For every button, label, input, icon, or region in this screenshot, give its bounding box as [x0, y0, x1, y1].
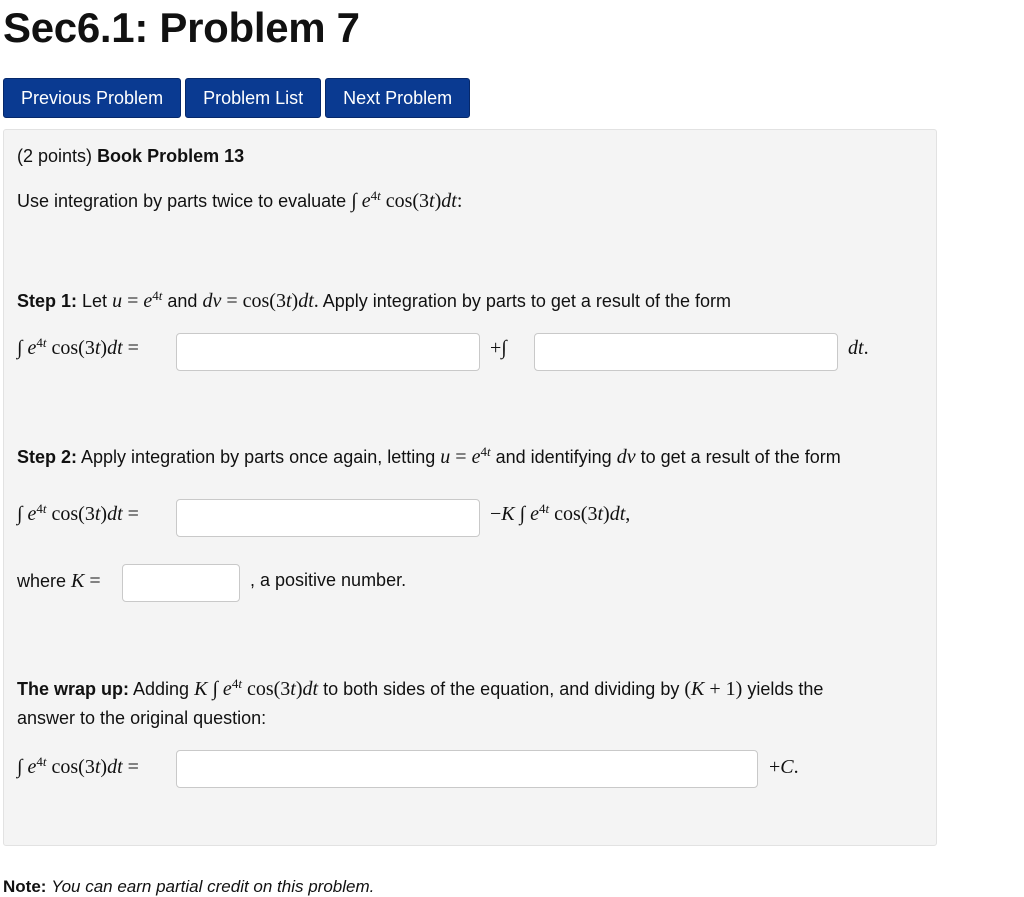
- step1-text: [17, 290, 731, 313]
- intro-integral: ∫ $e^{4t}$ cos(3t)dt:: [351, 188, 463, 212]
- note-text: You can earn partial credit on this problem.: [51, 877, 375, 896]
- wrap-yields: yields the: [747, 679, 824, 699]
- step2-text: [17, 446, 841, 469]
- wrap-adding: Adding: [133, 679, 190, 699]
- step1-second-answer-input[interactable]: [534, 333, 838, 371]
- step1-plus-integral: +∫: [490, 337, 507, 359]
- points-label: (2 points): [17, 146, 93, 166]
- k-label: where K =: [17, 570, 101, 592]
- wrap-up-label: The wrap up:: [17, 679, 129, 699]
- step1-first-answer-input[interactable]: [176, 333, 480, 371]
- wrap-divisor: (K + 1): [684, 678, 743, 700]
- page-title: Sec6.1: Problem 7: [3, 4, 360, 51]
- problem-heading: Book Problem 13: [97, 146, 245, 166]
- next-problem-button[interactable]: Next Problem: [325, 78, 470, 118]
- k-description: , a positive number.: [250, 570, 407, 590]
- wrap-up-line2: answer to the original question:: [17, 708, 267, 728]
- step2-u-def: $u = e^{4t}$: [440, 444, 491, 468]
- final-equation-lhs: ∫ $e^{4t}$ cos(3t)dt =: [17, 754, 139, 778]
- step2-and: and identifying: [495, 447, 612, 467]
- step1-label: Step 1:: [17, 291, 78, 311]
- step2-equation-lhs: ∫ $e^{4t}$ cos(3t)dt =: [17, 501, 139, 525]
- plus-c: +C.: [769, 756, 799, 778]
- problem-nav: [3, 78, 470, 118]
- step2-text-main: Apply integration by parts once again, letting: [81, 447, 436, 467]
- problem-header: [17, 146, 244, 167]
- problem-intro: [17, 190, 462, 213]
- step1-rest: Apply integration by parts to get a result of the form: [322, 291, 731, 311]
- problem-list-button[interactable]: Problem List: [185, 78, 321, 118]
- wrap-k-integral: K ∫ $e^{4t}$ cos(3t)dt: [194, 676, 319, 700]
- final-answer-input[interactable]: [176, 750, 758, 788]
- step2-label: Step 2:: [17, 447, 78, 467]
- problem-panel: [3, 129, 937, 846]
- step2-minus-k-integral: −K ∫ $e^{4t}$ cos(3t)dt,: [490, 501, 631, 525]
- step1-dv-def: dv = cos(3t)dt.: [202, 290, 319, 312]
- partial-credit-note: [3, 877, 374, 897]
- step2-dv: dv: [616, 446, 636, 468]
- wrap-up-text: [17, 678, 823, 701]
- k-value-input[interactable]: [122, 564, 240, 602]
- step1-and: and: [167, 291, 198, 311]
- step2-rest: to get a result of the form: [640, 447, 841, 467]
- note-label: Note:: [3, 877, 47, 896]
- step1-equation-lhs: ∫ $e^{4t}$ cos(3t)dt =: [17, 335, 139, 359]
- step1-dt: dt.: [848, 337, 869, 359]
- where-label: where: [17, 571, 67, 591]
- step2-first-answer-input[interactable]: [176, 499, 480, 537]
- wrap-mid: to both sides of the equation, and dividing by: [323, 679, 680, 699]
- step1-u-def: $u = e^{4t}$: [112, 288, 163, 312]
- previous-problem-button[interactable]: Previous Problem: [3, 78, 181, 118]
- step1-let: Let: [82, 291, 108, 311]
- intro-text: Use integration by parts twice to evaluate: [17, 191, 347, 211]
